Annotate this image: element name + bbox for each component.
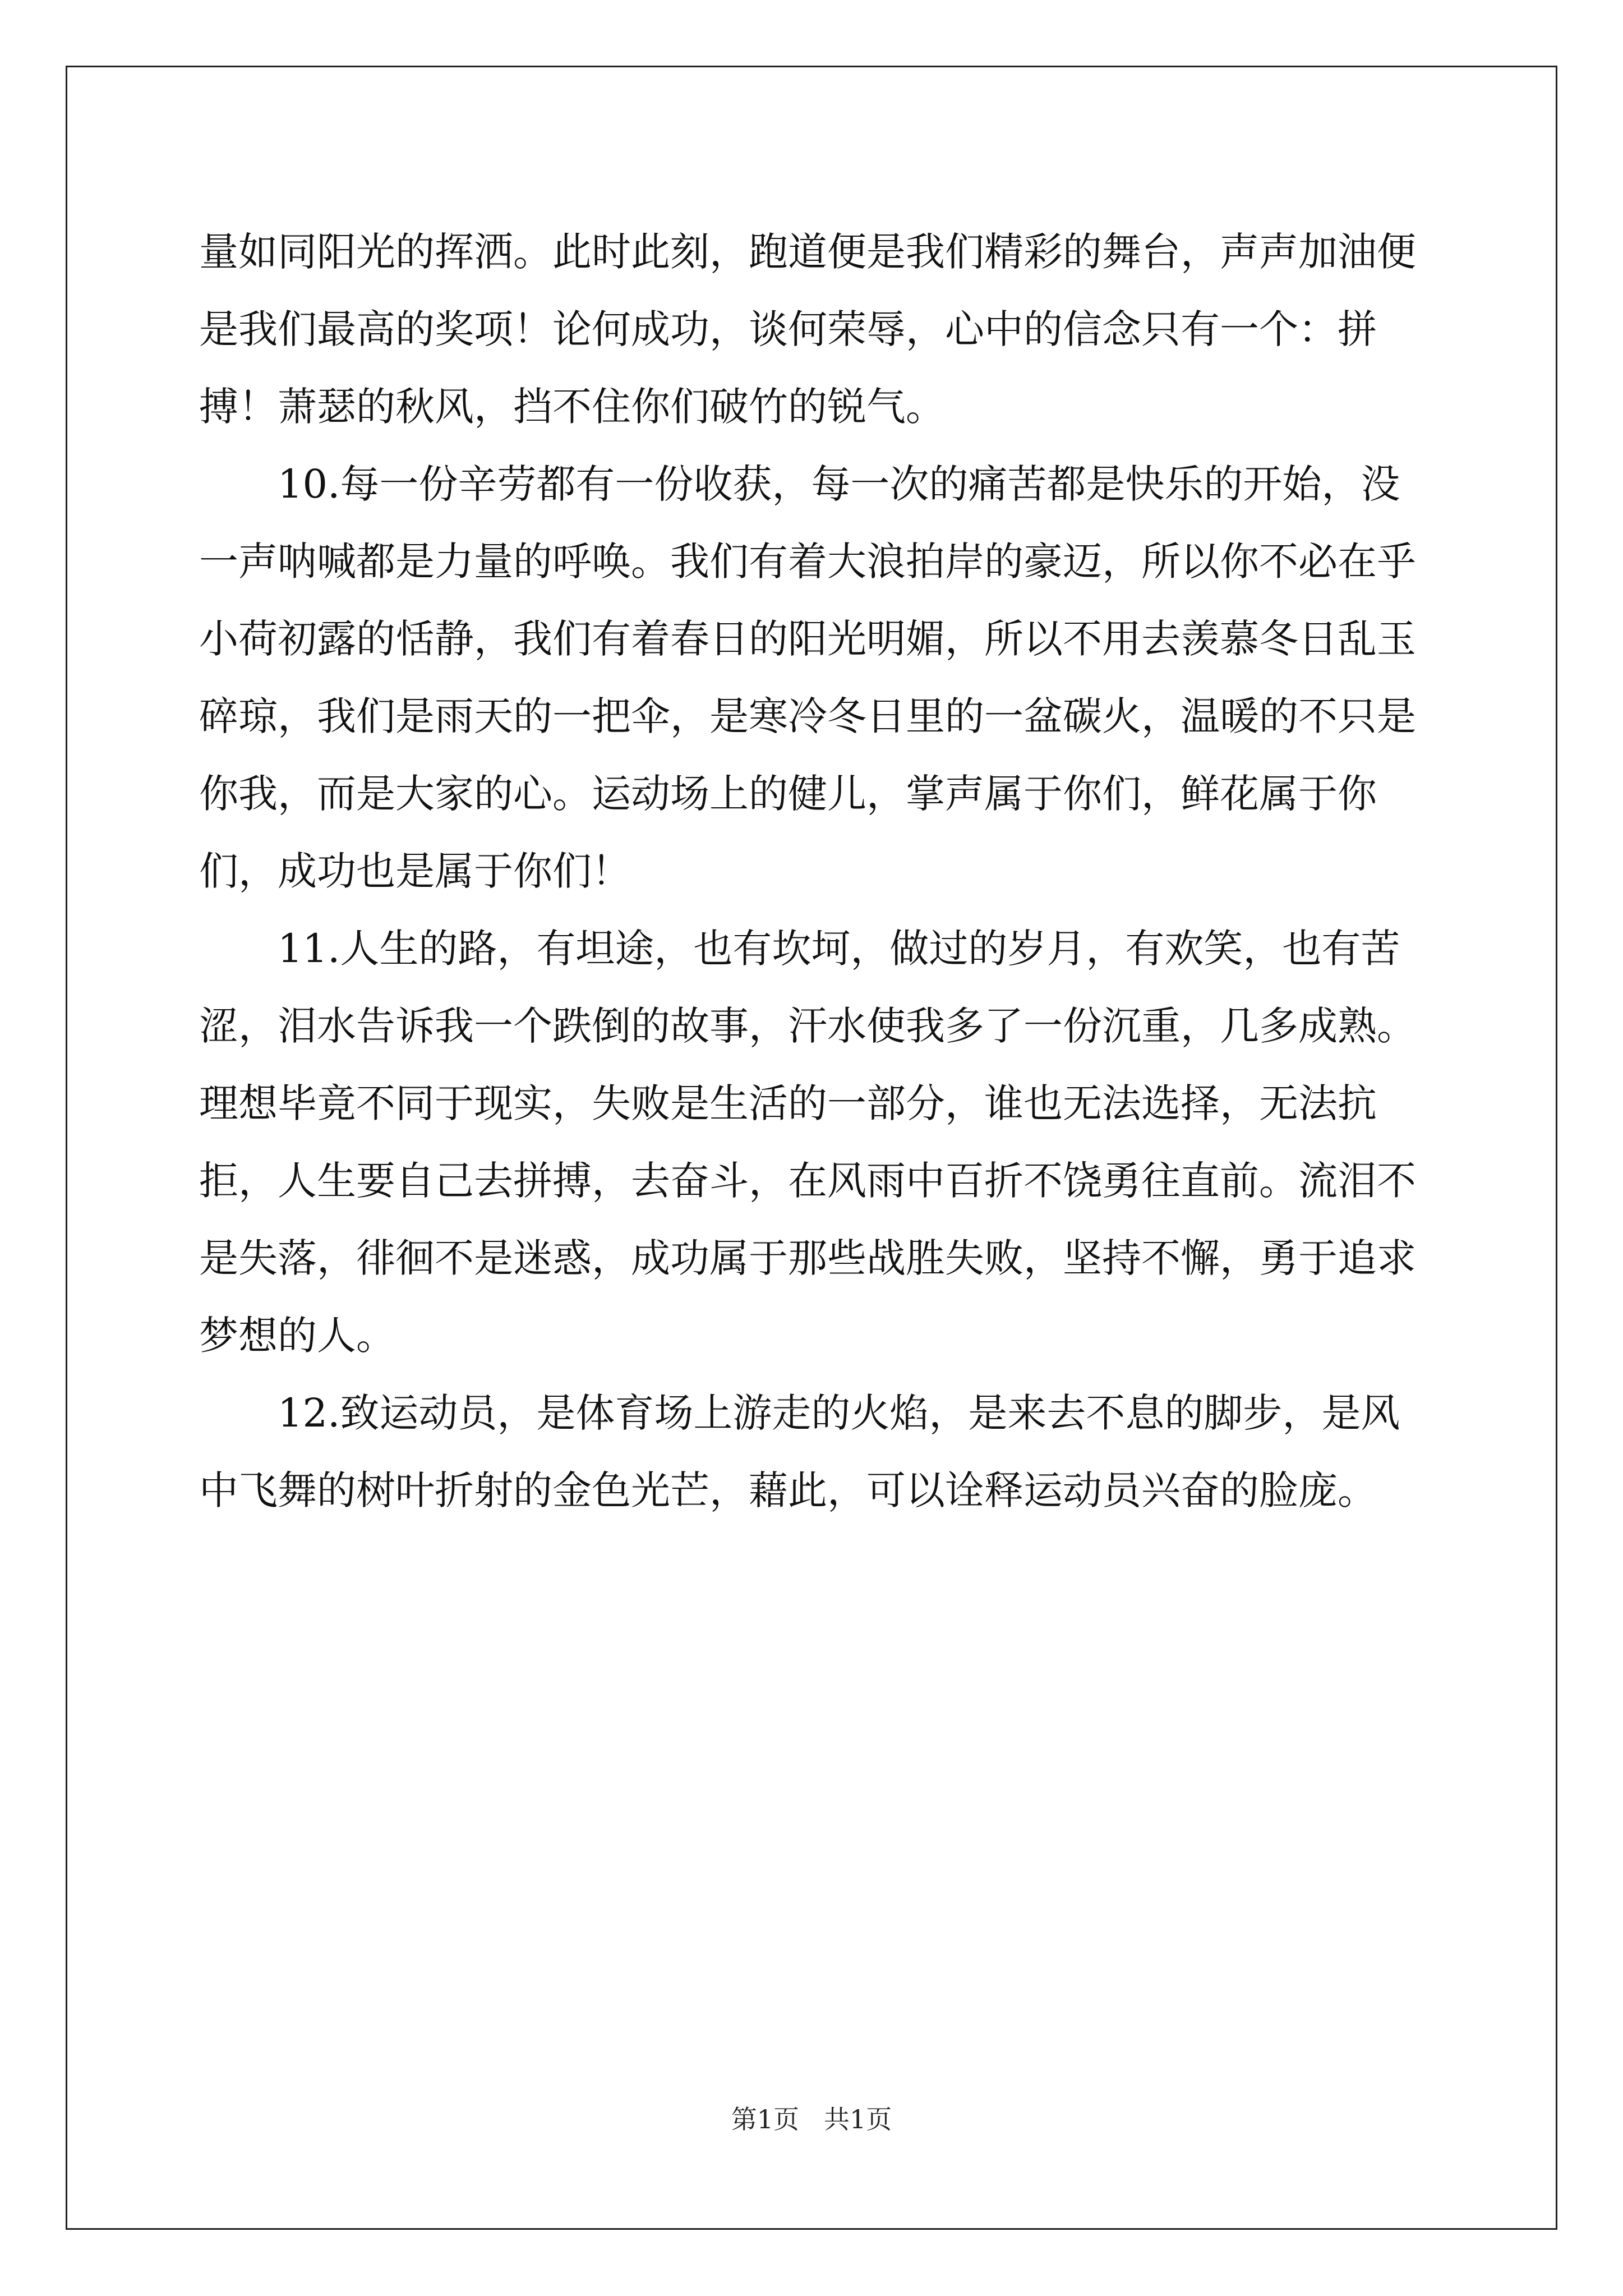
paragraph-continued: 量如同阳光的挥洒。此时此刻，跑道便是我们精彩的舞台，声声加油便是我们最高的奖项！论何成功，谈何荣辱，心中的信念只有一个：拼搏！萧瑟的秋风，挡不住你们破竹的锐气。 bbox=[199, 229, 1416, 430]
paragraph-12: 12.致运动员，是体育场上游走的火焰，是来去不息的脚步，是风中飞舞的树叶折射的金色光芒，藉此，可以诠释运动员兴奋的脸庞。 bbox=[199, 1390, 1400, 1513]
page-footer bbox=[0, 2099, 1623, 2136]
page-number: 第1页 bbox=[731, 2104, 800, 2134]
document-body bbox=[199, 213, 1433, 1529]
paragraph-11: 11.人生的路，有坦途，也有坎坷，做过的岁月，有欢笑，也有苦涩，泪水告诉我一个跌倒的故事，汗水使我多了一份沉重，几多成熟。理想毕竟不同于现实，失败是生活的一部分，谁也无法选择，无法抗拒，人生要自己去拼搏，去奋斗，在风雨中百折不饶勇往直前。流泪不是失落，徘徊不是迷惑，成功属于那些战胜失败，坚持不懈，勇于追求梦想的人。 bbox=[199, 926, 1416, 1359]
paragraph-10: 10.每一份辛劳都有一份收获，每一次的痛苦都是快乐的开始，没一声呐喊都是力量的呼唤。我们有着大浪拍岸的豪迈，所以你不必在乎小荷初露的恬静，我们有着春日的阳光明媚，所以不用去羡慕冬日乱玉碎琼，我们是雨天的一把伞，是寒冷冬日里的一盆碳火，温暖的不只是你我，而是大家的心。运动场上的健儿，掌声属于你们，鲜花属于你们，成功也是属于你们！ bbox=[199, 461, 1416, 894]
page-total: 共1页 bbox=[823, 2104, 892, 2134]
